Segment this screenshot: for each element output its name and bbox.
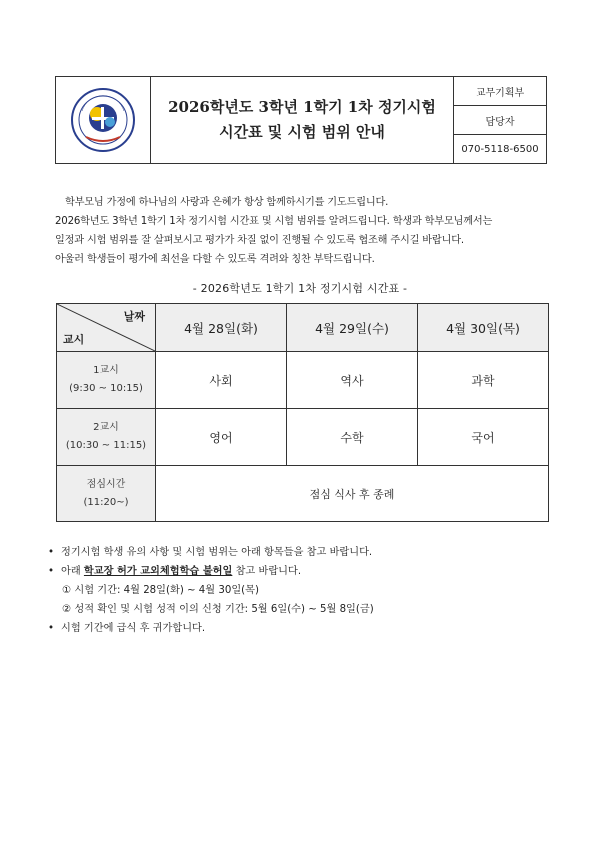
period-cell [57, 466, 156, 522]
phone-number: 070-5118-6500 [461, 143, 539, 155]
list-item: ② 성적 확인 및 시험 성적 이의 신청 기간: 5월 6일(수) ~ 5월 8일(금) [62, 604, 374, 615]
title-cell [151, 77, 454, 163]
intro-line: 학부모님 가정에 하나님의 사랑과 은혜가 항상 함께하시기를 기도드립니다. [65, 197, 389, 208]
document-title-line1: 2026학년도 3학년 1학기 1차 정기시험 [168, 98, 436, 116]
header-box [55, 76, 547, 164]
notes-list [48, 543, 558, 638]
date-header: 4월 29일(수) [287, 304, 418, 352]
list-item [48, 619, 558, 638]
table-row [57, 352, 549, 409]
school-emblem-icon [70, 87, 136, 153]
period-cell [57, 352, 156, 409]
corner-period-label: 교시 [63, 333, 85, 346]
subject-cell: 과학 [418, 352, 549, 409]
subject-cell: 역사 [287, 352, 418, 409]
subject-cell: 수학 [287, 409, 418, 466]
period-label: 2교시 [93, 422, 119, 433]
date-header: 4월 30일(목) [418, 304, 549, 352]
period-time: (10:30 ~ 11:15) [65, 440, 147, 451]
subject-cell: 사회 [156, 352, 287, 409]
lunch-note-cell: 점심 식사 후 종례 [156, 466, 549, 522]
schedule-title: - 2026학년도 1학기 1차 정기시험 시간표 - [192, 282, 408, 295]
bullet-icon: • [48, 566, 55, 577]
corner-date-label: 날짜 [123, 310, 145, 323]
exam-schedule-table [56, 303, 549, 522]
info-cell [454, 77, 546, 163]
table-header-row [57, 304, 549, 352]
date-header: 4월 28일(화) [156, 304, 287, 352]
period-cell [57, 409, 156, 466]
note-text: 참고 바랍니다. [232, 566, 302, 577]
bullet-icon: • [48, 547, 55, 558]
intro-line: 아울러 학생들이 평가에 최선을 다할 수 있도록 격려와 칭찬 부탁드립니다. [55, 254, 375, 265]
list-item [48, 543, 558, 562]
note-text: 시험 기간에 급식 후 귀가합니다. [61, 623, 206, 634]
intro-paragraph [55, 193, 550, 269]
subject-cell: 영어 [156, 409, 287, 466]
intro-line: 2026학년도 3학년 1학기 1차 정기시험 시간표 및 시험 범위를 알려드립니다. 학생과 학부모님께서는 [55, 216, 493, 227]
contact-label: 담당자 [454, 106, 546, 135]
corner-cell [57, 304, 156, 352]
table-row [57, 409, 549, 466]
subject-cell: 국어 [418, 409, 549, 466]
note-emphasis: 학교장 허가 교외체험학습 불허일 [83, 566, 233, 577]
period-label: 1교시 [93, 365, 119, 376]
note-text: 아래 [61, 566, 84, 577]
lunch-time: (11:20~) [83, 496, 129, 508]
department-label: 교무기획부 [454, 77, 546, 106]
period-time: (9:30 ~ 10:15) [69, 383, 143, 394]
bullet-icon: • [48, 623, 55, 634]
document-title-line2: 시간표 및 시험 범위 안내 [219, 123, 385, 141]
list-item: ① 시험 기간: 4월 28일(화) ~ 4월 30일(목) [62, 585, 259, 596]
intro-line: 일정과 시험 범위를 잘 살펴보시고 평가가 차질 없이 진행될 수 있도록 협조해 주시길 바랍니다. [55, 235, 464, 246]
school-logo-cell [56, 77, 151, 163]
table-row [57, 466, 549, 522]
list-item [48, 562, 558, 581]
lunch-label: 점심시간 [86, 478, 126, 490]
note-text: 정기시험 학생 유의 사항 및 시험 범위는 아래 항목들을 참고 바랍니다. [61, 547, 373, 558]
